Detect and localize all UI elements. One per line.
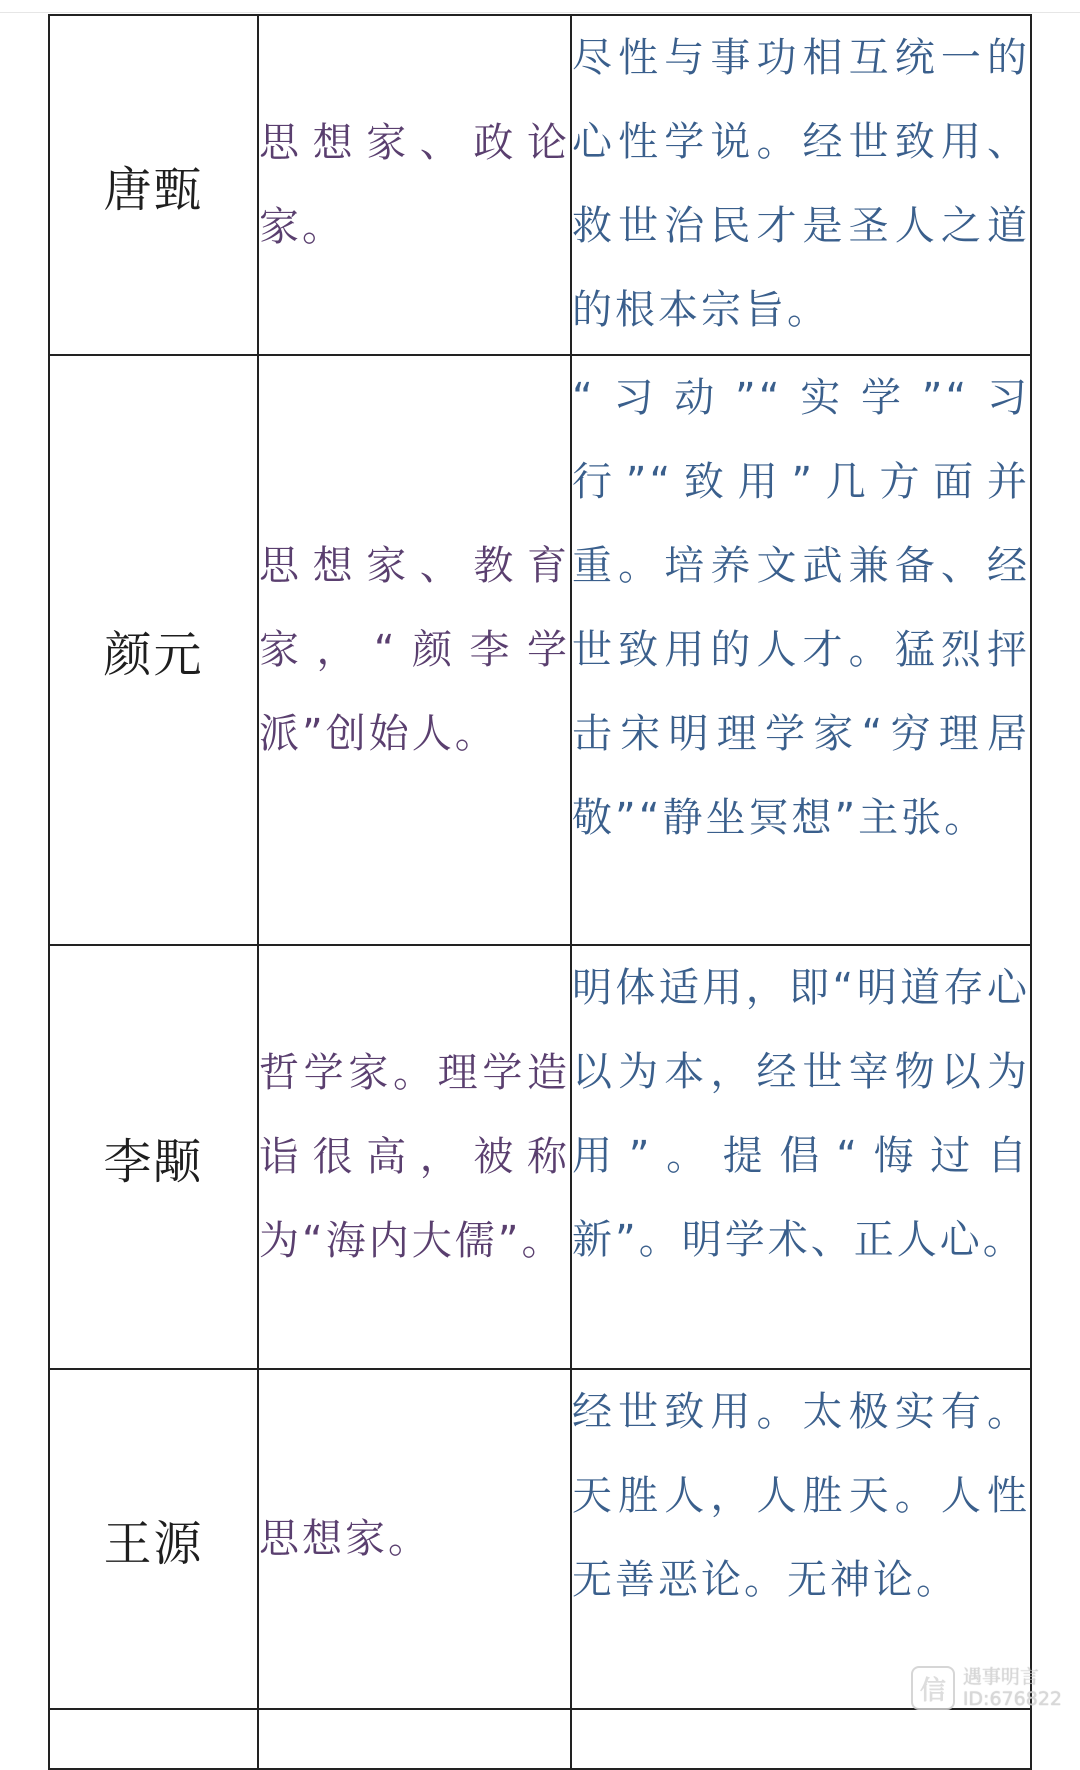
title-cell <box>258 945 571 1369</box>
table-row-partial <box>49 1709 1031 1769</box>
title-text: 思想家、教育家，“颜李学派”创始人。 <box>259 543 570 757</box>
name-cell: 颜元 <box>49 355 258 945</box>
description-text: 尽性与事功相互统一的心性学说。经世致用、救世治民才是圣人之道的根本宗旨。 <box>572 35 1030 333</box>
name-cell: 李颙 <box>49 945 258 1369</box>
top-divider <box>0 12 1080 13</box>
title-cell <box>258 15 571 355</box>
table-row <box>49 945 1031 1369</box>
watermark-line-1: 遇事明言 <box>962 1666 1039 1688</box>
description-cell <box>571 945 1031 1369</box>
title-text: 思想家、政论家。 <box>259 120 570 250</box>
table-row <box>49 15 1031 355</box>
description-cell <box>571 355 1031 945</box>
table-row <box>49 1369 1031 1709</box>
watermark-line-2: ID:676822 <box>962 1688 1062 1710</box>
description-text: 经世致用。太极实有。天胜人，人胜天。人性无善恶论。无神论。 <box>572 1389 1030 1603</box>
description-text: “习动”“实学”“习行”“致用”几方面并重。培养文武兼备、经世致用的人才。猛烈抨击宋明理学家“穷理居敬”“静坐冥想”主张。 <box>572 375 1030 841</box>
title-cell <box>258 1369 571 1709</box>
watermark-logo-icon: 信 <box>911 1666 955 1710</box>
title-text: 思想家。 <box>259 1516 431 1562</box>
description-cell <box>571 15 1031 355</box>
empty-cell <box>571 1709 1031 1769</box>
thinkers-table <box>48 14 1032 1770</box>
name-cell: 唐甄 <box>49 15 258 355</box>
empty-cell <box>258 1709 571 1769</box>
description-text: 明体适用，即“明道存心以为本，经世宰物以为用”。提倡“悔过自新”。明学术、正人心。 <box>572 965 1030 1263</box>
watermark-text <box>963 1666 1062 1710</box>
name-cell: 王源 <box>49 1369 258 1709</box>
table-row <box>49 355 1031 945</box>
empty-cell <box>49 1709 258 1769</box>
title-cell <box>258 355 571 945</box>
watermark <box>911 1666 1062 1710</box>
description-cell <box>571 1369 1031 1709</box>
title-text: 哲学家。理学造诣很高，被称为“海内大儒”。 <box>259 1050 570 1264</box>
